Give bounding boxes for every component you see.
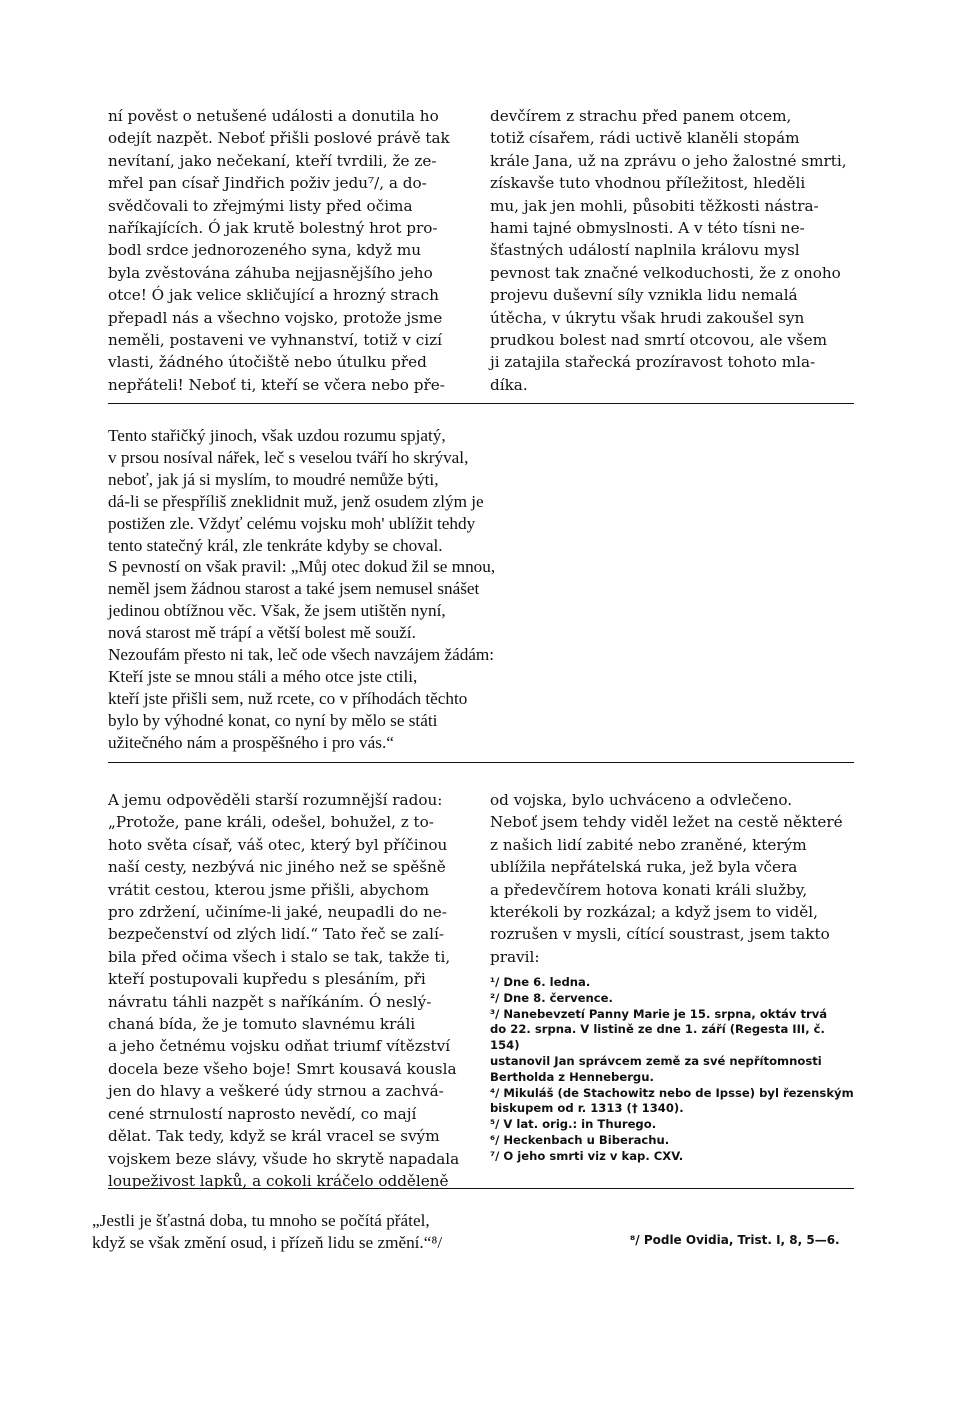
- column-top-left: [108, 105, 470, 396]
- footnote: ¹/ Dne 6. ledna.: [490, 975, 591, 989]
- verse-block: [108, 425, 628, 754]
- column-bottom-left: [108, 789, 470, 1192]
- footnote: biskupem od r. 1313 († 1340).: [490, 1101, 684, 1116]
- text-line: rozrušen v mysli, cítící soustrast, jsem takto: [490, 925, 830, 944]
- text-line: A jemu odpověděli starší rozumnější radou:: [108, 791, 443, 809]
- footnote: ³/ Nanebevzetí Panny Marie je 15. srpna, oktáv trvá: [490, 1006, 828, 1021]
- verse-line: kteří jste přišli sem, nuž rcete, co v příhodách těchto: [108, 688, 468, 708]
- text-line: pevnost tak značné velkoduchosti, že z onoho: [490, 263, 841, 282]
- text-line: devčírem z strachu před panem otcem,: [490, 107, 792, 125]
- text-line: bezpečenství od zlých lidí.“ Tato řeč se zalí-: [108, 925, 444, 944]
- text-line: od vojska, bylo uchváceno a odvlečeno.: [490, 791, 793, 809]
- verse-line: když se však změní osud, i přízeň lidu se změní.“⁸/: [92, 1232, 443, 1252]
- text-line: z našich lidí zabité nebo zraněné, kterým: [490, 835, 807, 854]
- text-line: svědčovali to zřejmými listy před očima: [108, 196, 413, 215]
- text-line: ji zatajila stařecká prozíravost tohoto mla-: [490, 353, 816, 372]
- text-line: docela beze všeho boje! Smrt kousavá kousla: [108, 1059, 457, 1078]
- text-line: dělat. Tak tedy, když se král vracel se svým: [108, 1127, 440, 1146]
- divider-rule: [108, 403, 854, 404]
- text-line: odejít nazpět. Neboť přišli poslové právě tak: [108, 129, 450, 148]
- verse-line: „Jestli je šťastná doba, tu mnoho se počítá přátel,: [92, 1211, 430, 1230]
- footnote: ⁷/ O jeho smrti viz v kap. CXV.: [490, 1148, 684, 1163]
- text-line: mu, jak jen mohli, působiti těžkosti nástra-: [490, 196, 819, 215]
- verse-line: bylo by výhodné konat, co nyní by mělo se státi: [108, 710, 438, 730]
- text-line: hami tajné obmyslnosti. A v této tísni ne-: [490, 219, 805, 238]
- text-line: přepadl nás a všechno vojsko, protože jsme: [108, 308, 443, 327]
- footnote: do 22. srpna. V listině ze dne 1. září (Regesta III, č. 154): [490, 1022, 825, 1053]
- text-line: jen do hlavy a veškeré údy strnou a zachvá-: [108, 1082, 444, 1101]
- closing-footnote: ⁸/ Podle Ovidia, Trist. I, 8, 5—6.: [630, 1233, 840, 1247]
- footnote: ⁵/ V lat. orig.: in Thurego.: [490, 1117, 657, 1132]
- text-line: bodl srdce jednorozeného syna, když mu: [108, 241, 422, 260]
- footnote: ⁴/ Mikuláš (de Stachowitz nebo de Ipsse) byl řezenským: [490, 1085, 854, 1100]
- text-line: Neboť jsem tehdy viděl ležet na cestě některé: [490, 813, 843, 832]
- text-line: šťastných událostí naplnila královu mysl: [490, 241, 800, 260]
- text-line: vojskem beze slávy, všude ho skrytě napadala: [108, 1149, 460, 1168]
- text-line: pro zdržení, učiníme-li jaké, neupadli do ne-: [108, 903, 447, 922]
- verse-line: tento statečný král, zle tenkráte kdyby se choval.: [108, 535, 443, 555]
- text-line: neměli, postaveni ve vyhnanství, totiž v cizí: [108, 331, 442, 350]
- text-line: vlasti, žádného útočiště nebo útulku před: [108, 353, 427, 372]
- text-line: ublížila nepřátelská ruka, jež byla včera: [490, 858, 798, 877]
- closing-verse: [92, 1210, 552, 1254]
- text-line: pravil:: [490, 947, 540, 966]
- footnotes: [490, 975, 858, 1165]
- verse-line: dá-li se přespříliš zneklidnit muž, jenž osudem zlým je: [108, 491, 484, 511]
- text-line: a předevčírem hotova konati králi služby,: [490, 880, 808, 899]
- verse-line: nová starost mě trápí a větší bolest mě souží.: [108, 623, 416, 643]
- text-line: útěcha, v úkrytu však hrudi zakoušel syn: [490, 308, 805, 327]
- text-line: byla zvěstována záhuba nejjasnějšího jeho: [108, 263, 433, 282]
- text-line: ní pověst o netušené události a donutila ho: [108, 107, 439, 125]
- text-line: a jeho četnému vojsku odňat triumf vítězství: [108, 1037, 451, 1056]
- text-line: hoto světa císař, váš otec, který byl příčinou: [108, 835, 448, 854]
- text-line: naříkajících. Ó jak krutě bolestný hrot pro-: [108, 219, 438, 238]
- verse-line: neboť, jak já si myslím, to moudré nemůže býti,: [108, 469, 439, 489]
- footnote: Bertholda z Hennebergu.: [490, 1069, 654, 1084]
- text-line: vrátit cestou, kterou jsme přišli, abychom: [108, 880, 429, 899]
- text-line: loupeživost lapků, a cokoli kráčelo odděleně: [108, 1171, 449, 1190]
- verse-line: S pevností on však pravil: „Můj otec dokud žil se mnou,: [108, 557, 496, 577]
- text-line: projevu duševní síly vznikla lidu nemalá: [490, 286, 798, 305]
- column-bottom-right: [490, 789, 854, 968]
- text-line: naší cesty, nezbývá nic jiného než se spěšně: [108, 858, 446, 877]
- verse-line: užitečného nám a prospěšného i pro vás.“: [108, 732, 394, 752]
- text-line: nepřáteli! Neboť ti, kteří se včera nebo pře-: [108, 375, 445, 394]
- text-line: díka.: [490, 375, 528, 394]
- text-line: bila před očima všech i stalo se tak, takže ti,: [108, 947, 451, 966]
- verse-line: postižen zle. Vždyť celému vojsku moh' ublížit tehdy: [108, 513, 476, 533]
- verse-line: Tento stařičký jinoch, však uzdou rozumu spjatý,: [108, 426, 446, 445]
- text-line: kterékoli by rozkázal; a když jsem to viděl,: [490, 903, 818, 922]
- footnote: ⁶/ Heckenbach u Biberachu.: [490, 1132, 670, 1147]
- text-line: získavše tuto vhodnou příležitost, hleděli: [490, 174, 806, 193]
- footnote: ustanovil Jan správcem země za své nepřítomnosti: [490, 1053, 822, 1068]
- verse-line: Nezoufám přesto ni tak, leč ode všech navzájem žádám:: [108, 645, 495, 665]
- text-line: cené strnulostí naprosto nevědí, co mají: [108, 1104, 417, 1123]
- text-line: chaná bída, že je tomuto slavnému králi: [108, 1015, 416, 1034]
- divider-rule: [108, 762, 854, 763]
- text-line: návratu táhli nazpět s naříkáním. Ó neslý-: [108, 992, 432, 1011]
- verse-line: neměl jsem žádnou starost a také jsem nemusel snášet: [108, 579, 480, 599]
- text-line: „Protože, pane králi, odešel, bohužel, z to-: [108, 813, 434, 832]
- verse-line: jedinou obtížnou věc. Však, že jsem utištěn nyní,: [108, 601, 446, 621]
- text-line: mřel pan císař Jindřich poživ jedu⁷/, a do-: [108, 174, 427, 193]
- text-line: nevítaní, jako nečekaní, kteří tvrdili, že ze-: [108, 151, 437, 170]
- verse-line: Kteří jste se mnou stáli a mého otce jste ctili,: [108, 666, 418, 686]
- verse-line: v prsou nosíval nářek, leč s veselou tváří ho skrýval,: [108, 447, 469, 467]
- text-line: otce! Ó jak velice skličující a hrozný strach: [108, 286, 439, 305]
- text-line: totiž císařem, rádi uctivě klaněli stopám: [490, 129, 800, 148]
- text-line: krále Jana, už na zprávu o jeho žalostné smrti,: [490, 151, 847, 170]
- column-top-right: [490, 105, 854, 396]
- text-line: prudkou bolest nad smrtí otcovou, ale všem: [490, 331, 828, 350]
- divider-rule: [108, 1188, 854, 1189]
- footnote: ²/ Dne 8. července.: [490, 990, 613, 1005]
- text-line: kteří postupovali kupředu s plesáním, při: [108, 970, 426, 989]
